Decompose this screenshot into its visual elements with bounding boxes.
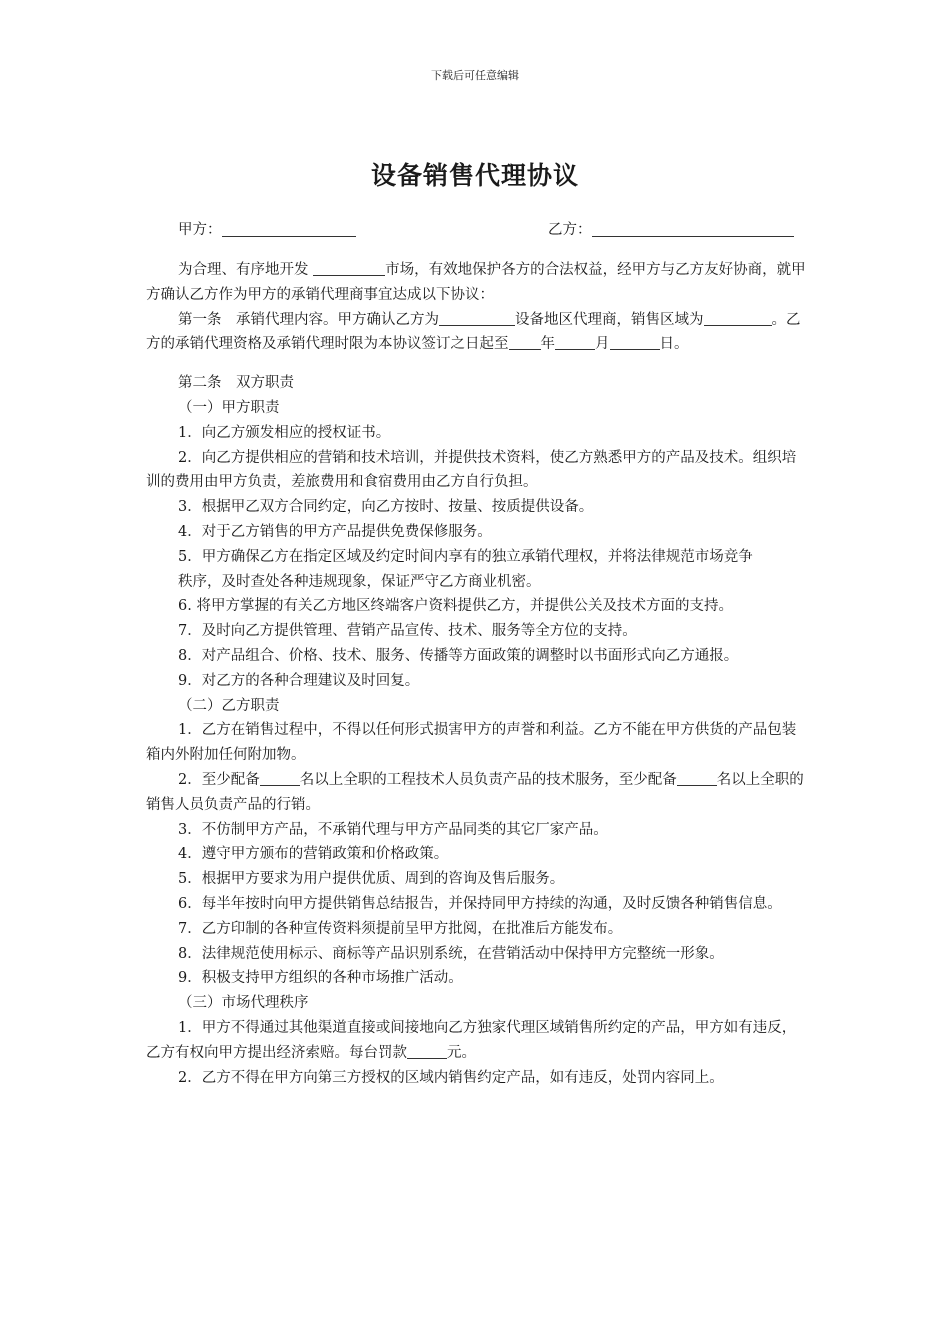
month-blank: [555, 334, 595, 350]
article-1: [146, 308, 808, 358]
party-a: [178, 218, 356, 239]
article-1-text-3: 。乙方的承销代理资格及承销代理时限为本协议签订之日起至: [146, 311, 801, 353]
party-a-duty-6: 6. 将甲方掌握的有关乙方地区终端客户资料提供乙方，并提供公关及技术方面的支持。: [178, 598, 733, 615]
region-blank-1: [704, 310, 734, 326]
party-a-duty-1: 1．向乙方颁发相应的授权证书。: [178, 424, 391, 441]
penalty-amount-blank: [407, 1043, 447, 1059]
article-1-text-2: 设备地区代理商，销售区域为: [515, 311, 704, 328]
section-a-heading: （一）甲方职责: [178, 399, 280, 416]
day-blank: [610, 334, 660, 350]
party-b-duty-2-text-3: 名以上全职的销售人员负责产品的行销。: [146, 771, 804, 813]
party-b: [548, 218, 794, 239]
article-1-text-1: 第一条 承销代理内容。甲方确认乙方为: [178, 311, 439, 328]
party-a-duty-3: 3．根据甲乙双方合同约定，向乙方按时、按量、按质提供设备。: [178, 499, 594, 516]
market-order-1-text-1: 1．甲方不得通过其他渠道直接或间接地向乙方独家代理区域销售所约定的产品，甲方如有违反，乙方有权向甲方提出经济索赔。每台罚款: [146, 1019, 797, 1061]
party-b-duty-2-text-2: 名以上全职的工程技术人员负责产品的技术服务，至少配备: [299, 771, 677, 788]
party-a-duty-5: 5．甲方确保乙方在指定区域及约定时间内享有的独立承销代理权，并将法律规范市场竞争: [178, 548, 753, 565]
party-a-duty-5-cont: 秩序，及时查处各种违规现象，保证严守乙方商业机密。: [178, 573, 541, 590]
party-a-duty-2: 2．向乙方提供相应的营销和技术培训，并提供技术资料，使乙方熟悉甲方的产品及技术。组织培训的费用由甲方负责，差旅费用和食宿费用由乙方自行负担。: [146, 449, 797, 491]
intro-text-2: 市场，有效地保护各方的合法权益，经甲方与乙方友好协商，就甲方确认乙方作为甲方的承销代理商事宜达成以下协议：: [146, 262, 806, 303]
engineer-count-blank: [260, 770, 300, 786]
party-a-label: 甲方：: [178, 222, 222, 238]
market-order-1-text-2: 元。: [447, 1044, 476, 1061]
market-blank: [313, 260, 385, 276]
market-order-2: 2．乙方不得在甲方向第三方授权的区域内销售约定产品，如有违反，处罚内容同上。: [178, 1069, 724, 1086]
party-b-duty-6: 6．每半年按时向甲方提供销售总结报告，并保持同甲方持续的沟通，及时反馈各种销售信息。: [178, 895, 782, 912]
parties-row: [178, 218, 818, 240]
intro-paragraph: [146, 258, 808, 308]
party-b-duty-2-text-1: 2．至少配备: [178, 771, 260, 788]
party-b-duty-7: 7．乙方印制的各种宣传资料须提前呈甲方批阅，在批准后方能发布。: [178, 920, 623, 937]
party-b-duty-8: 8．法律规范使用标示、商标等产品识别系统，在营销活动中保持甲方完整统一形象。: [178, 945, 724, 962]
party-b-duty-5: 5．根据甲方要求为用户提供优质、周到的咨询及售后服务。: [178, 871, 565, 888]
party-a-blank: [222, 221, 356, 237]
section-b-heading: （二）乙方职责: [178, 697, 280, 714]
party-a-duty-7: 7．及时向乙方提供管理、营销产品宣传、技术、服务等全方位的支持。: [178, 623, 637, 640]
article-1-day: 日。: [659, 336, 689, 353]
party-a-duty-8: 8．对产品组合、价格、技术、服务、传播等方面政策的调整时以书面形式向乙方通报。: [178, 647, 739, 664]
year-blank: [509, 334, 541, 350]
article-1-month: 月: [595, 336, 610, 353]
party-b-duty-1: 1．乙方在销售过程中，不得以任何形式损害甲方的声誉和利益。乙方不能在甲方供货的产品包装箱内外附加任何附加物。: [146, 722, 797, 764]
intro-text-1: 为合理、有序地开发: [178, 262, 314, 278]
article-2-heading: 第二条 双方职责: [178, 375, 294, 392]
party-a-duty-4: 4．对于乙方销售的甲方产品提供免费保修服务。: [178, 523, 492, 540]
market-order-1: [146, 1016, 808, 1066]
party-b-duty-3: 3．不仿制甲方产品，不承销代理与甲方产品同类的其它厂家产品。: [178, 821, 608, 838]
section-c-heading: （三）市场代理秩序: [178, 995, 309, 1012]
party-b-duty-9: 9．积极支持甲方组织的各种市场推广活动。: [178, 970, 463, 987]
party-b-duty-4: 4．遵守甲方颁布的营销政策和价格政策。: [178, 846, 449, 863]
document-title: 设备销售代理协议: [370, 161, 579, 190]
region-blank-2: [734, 310, 772, 326]
page-header-note: 下载后可任意编辑: [431, 69, 519, 82]
equipment-blank: [439, 310, 515, 326]
party-b-duty-2: [146, 768, 808, 818]
article-1-year: 年: [540, 336, 555, 353]
party-b-label: 乙方：: [548, 222, 592, 238]
document-body: [146, 258, 808, 1090]
sales-count-blank: [677, 770, 717, 786]
party-b-blank: [592, 221, 794, 237]
party-a-duty-9: 9．对乙方的各种合理建议及时回复。: [178, 672, 420, 689]
